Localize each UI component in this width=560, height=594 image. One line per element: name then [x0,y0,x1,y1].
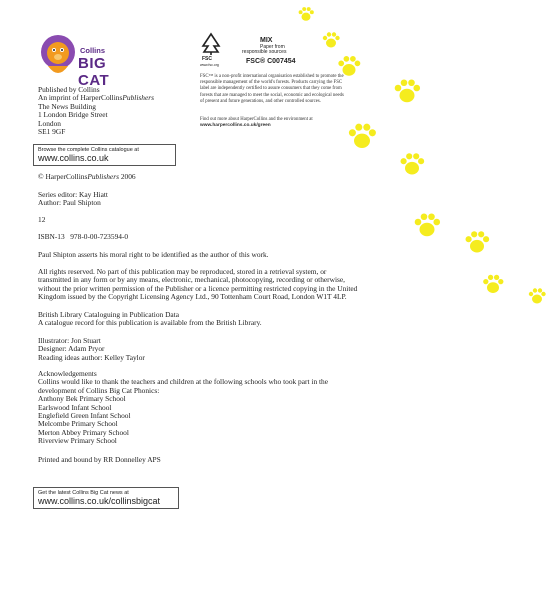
fsc-mix-sub-2: responsible sources [242,49,287,55]
publisher-line: SE1 9GF [38,127,66,137]
printer-line: Printed and bound by RR Donnelley APS [38,455,161,464]
paw-print-icon [463,228,491,256]
catalogue-box[interactable] [33,144,176,166]
impression-number: 12 [38,215,46,224]
cip-line: A catalogue record for this publication is available from the British Library. [38,318,262,328]
cip-data [38,311,262,328]
publisher-imprint: An imprint of HarperCollinsPublishers [38,93,154,103]
catalogue-url[interactable]: www.collins.co.uk [38,153,109,163]
fsc-url: www.harpercollins.co.uk/green [200,123,271,128]
ack-line: Collins would like to thank the teachers and children at the following schools who took part in the [38,377,329,387]
credit-line: Designer: Adam Pryor [38,344,105,354]
fsc-body-line: label are independently certified to assure consumers that they come from [200,86,342,92]
rights-paragraph [38,268,357,302]
ack-heading: Acknowledgements [38,369,97,378]
paw-print-icon [392,76,422,106]
fsc-tree-icon [200,32,222,56]
news-url[interactable]: www.collins.co.uk/collinsbigcat [38,496,161,506]
logo-series: BIG CAT [78,55,110,89]
paw-print-icon [481,272,505,296]
fsc-body-line: of present and future generations, and other controlled sources. [200,98,321,104]
publisher-address [38,86,154,136]
isbn: ISBN-13 978-0-00-723594-0 [38,232,129,241]
acknowledgements [38,370,328,446]
publisher-line: 1 London Bridge Street [38,110,108,120]
publisher-line: The News Building [38,101,96,111]
rights-line: transmitted in any form or by any means, electronic, mechanical, photocopying, recording or otherwise, [38,275,346,285]
news-box[interactable] [33,487,179,509]
fsc-logo-url: www.fsc.org [200,63,219,67]
fsc-more-info: Find out more about HarperCollins and the environment at [200,117,313,122]
fsc-body-line: responsible management of the world's forests. Products carrying the FSC [200,80,343,86]
collins-big-cat-logo [38,32,128,89]
paw-print-icon [346,120,378,152]
news-label: Get the latest Collins Big Cat news at [38,490,129,496]
publisher-line: Published by Collins [38,85,100,94]
fsc-body-line: forests that are managed to meet the social, economic and ecological needs [200,92,344,98]
credits-production [38,337,145,362]
paw-print-icon [336,53,362,79]
credit-line: Reading ideas author: Kelley Taylor [38,352,145,362]
school-item: Earlswood Infant School [38,402,112,412]
paw-print-icon [412,210,442,240]
school-item: Riverview Primary School [38,436,117,446]
copyright-line: © HarperCollinsPublishers 2006 [38,172,136,181]
credits-series [38,191,108,208]
paw-print-icon [527,286,547,306]
rights-line: without the prior written permission of the Publisher or a licence permitting restricted copying in the United [38,283,358,293]
school-item: Englefield Green Infant School [38,411,131,421]
fsc-code: FSC® C007454 [246,58,296,65]
fsc-mix-label: MIX [260,37,273,44]
fsc-logo-text: FSC [202,56,212,62]
cip-line: British Library Cataloguing in Publication Data [38,310,180,319]
school-item: Merton Abbey Primary School [38,427,129,437]
logo-brand: Collins [80,46,106,55]
school-item: Melcombe Primary School [38,419,118,429]
rights-line: All rights reserved. No part of this publication may be reproduced, stored in a retrieval system, or [38,267,327,276]
moral-rights: Paul Shipton asserts his moral right to be identified as the author of this work. [38,250,269,259]
school-item: Anthony Bek Primary School [38,394,126,404]
credit-line: Series editor: Kay Hiatt [38,190,108,199]
rights-line: Kingdom issued by the Copyright Licensing Agency Ltd., 90 Tottenham Court Road, London W1T 4LP. [38,292,347,302]
paw-print-icon [297,5,315,23]
lion-mascot-icon [38,32,78,80]
fsc-mix-sub-1: Paper from [260,44,285,50]
ack-line: development of Collins Big Cat Phonics: [38,385,160,395]
credit-line: Illustrator: Jon Stuart [38,336,101,345]
publisher-line: London [38,118,61,128]
paw-print-icon [398,150,426,178]
credit-line: Author: Paul Shipton [38,198,101,208]
fsc-body-line: FSC™ is a non-profit international organisation established to promote the [200,74,344,79]
catalogue-label: Browse the complete Collins catalogue at [38,147,139,153]
paw-print-icon [321,30,341,50]
